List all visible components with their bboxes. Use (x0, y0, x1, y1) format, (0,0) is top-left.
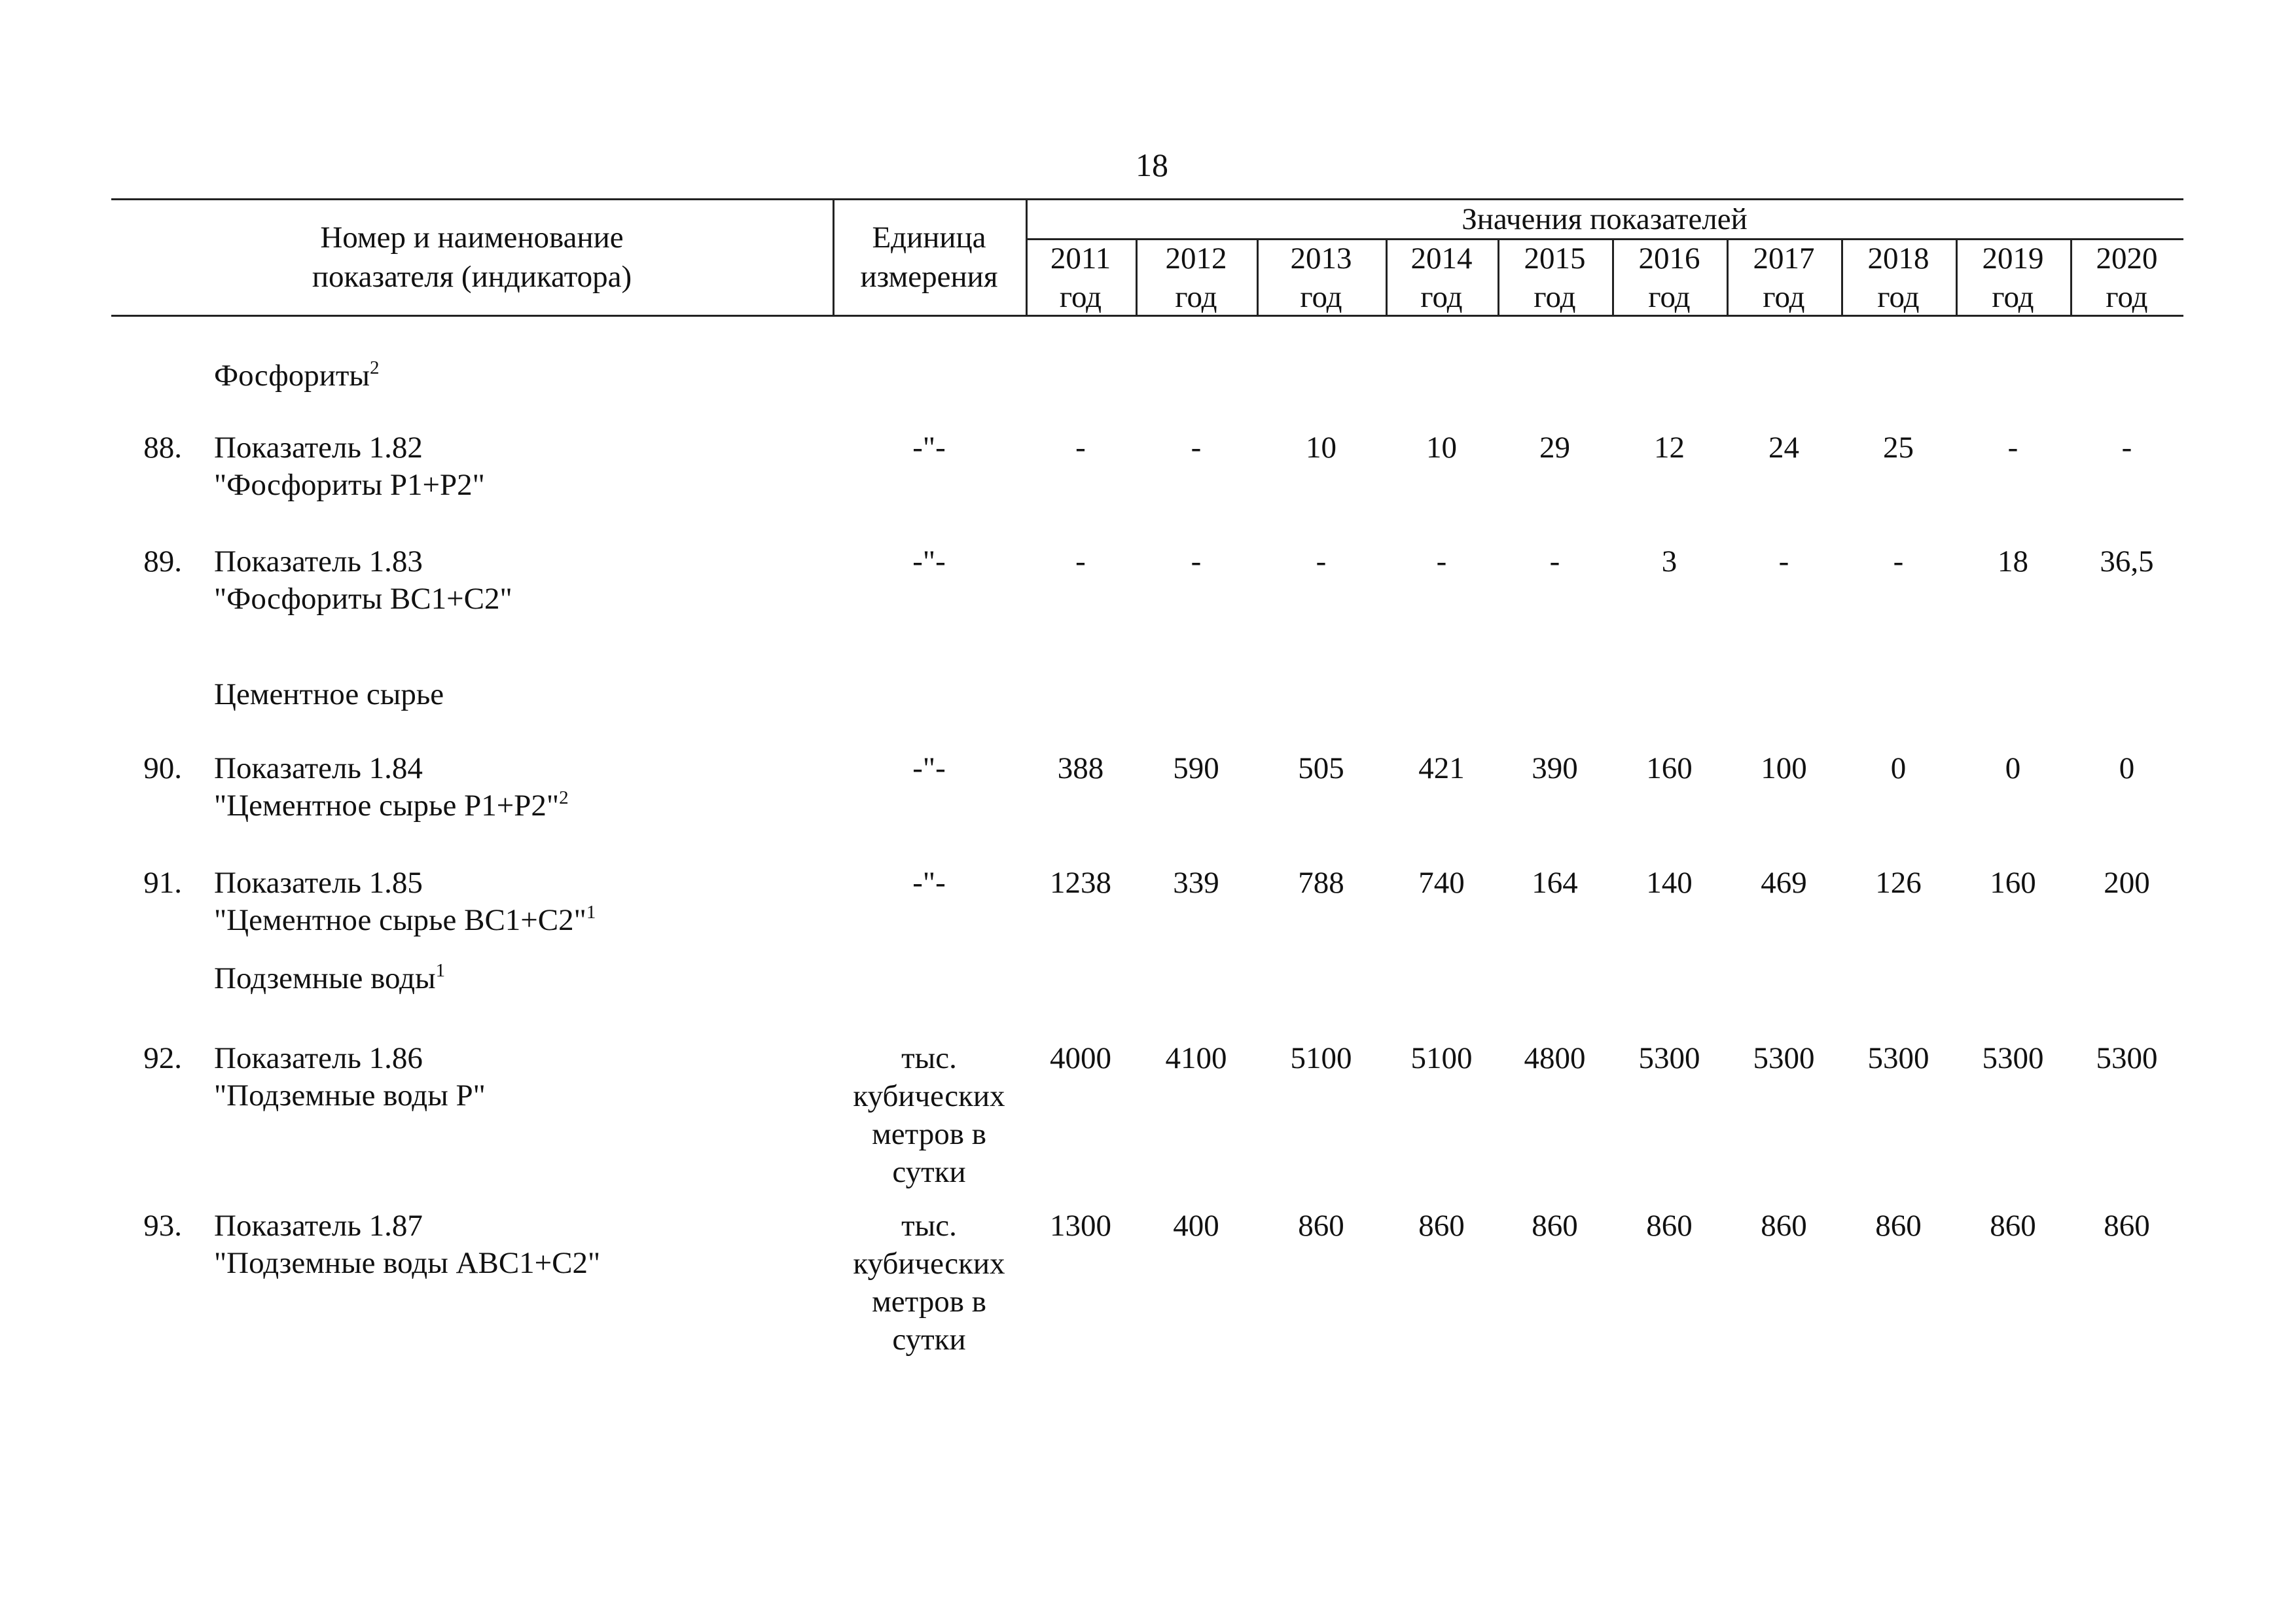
table-cell-value: 18 (1998, 544, 2028, 579)
table-cell-value: 590 (1173, 751, 1219, 785)
table-cell-value: - (1316, 544, 1327, 579)
footnote-marker: 2 (369, 357, 380, 378)
indicator-code: Показатель 1.82 (214, 431, 423, 465)
indicator-code: Показатель 1.87 (214, 1209, 423, 1243)
table-cell-value: 29 (1539, 431, 1570, 465)
year-suffix: год (1992, 280, 2034, 314)
unit-column-header: измерения (860, 260, 998, 294)
indicator-name: "Цементное сырье P1+P2"$^2$ (214, 787, 569, 823)
table-cell-value: 1238 (1050, 866, 1111, 900)
table-cell-value: 3 (1661, 544, 1677, 579)
table-cell-value: - (1075, 544, 1086, 579)
table-cell-value: 860 (1990, 1209, 2036, 1243)
indicator-name: "Фосфориты ВС1+С2" (214, 582, 512, 616)
indicator-name: "Цементное сырье ВС1+С2"$^1$ (214, 902, 596, 937)
table-cell-value: 339 (1173, 866, 1219, 900)
table-cell-value: - (2007, 431, 2018, 465)
table-cell-value: 0 (2119, 751, 2135, 785)
unit-value: -"- (912, 431, 946, 465)
row-number: 90. (143, 751, 182, 785)
table-cell-value: 860 (1418, 1209, 1465, 1243)
year-header: 2013 (1290, 241, 1352, 276)
table-cell-value: 12 (1654, 431, 1685, 465)
year-suffix: год (1420, 280, 1463, 314)
table-cell-value: - (1893, 544, 1904, 579)
indicator-name: "Подземные воды Р" (214, 1079, 486, 1113)
unit-value: -"- (912, 544, 946, 579)
table-cell-value: 5300 (2096, 1041, 2158, 1075)
table-cell-value: 126 (1875, 866, 1922, 900)
table-cell-value: 24 (1768, 431, 1799, 465)
unit-value: тыс. (901, 1041, 957, 1075)
table-cell-value: 788 (1298, 866, 1344, 900)
table-cell-value: 1300 (1050, 1209, 1111, 1243)
page-number: 18 (1136, 147, 1168, 183)
table-cell-value: 164 (1532, 866, 1578, 900)
table-cell-value: 860 (1298, 1209, 1344, 1243)
indicator-code: Показатель 1.85 (214, 866, 423, 900)
unit-value: тыс. (901, 1209, 957, 1243)
unit-value: сутки (892, 1155, 966, 1189)
row-number: 89. (143, 544, 182, 579)
table-cell-value: 390 (1532, 751, 1578, 785)
year-header: 2018 (1867, 241, 1929, 276)
year-suffix: год (1175, 280, 1217, 314)
year-header: 2012 (1165, 241, 1227, 276)
row-number: 88. (143, 431, 182, 465)
section-title: Подземные воды$^1$ (214, 960, 446, 995)
indicator-code: Показатель 1.84 (214, 751, 423, 785)
table-cell-value: 4800 (1524, 1041, 1586, 1075)
year-suffix: год (1763, 280, 1805, 314)
year-header: 2016 (1638, 241, 1700, 276)
table-cell-value: - (1436, 544, 1447, 579)
year-header: 2017 (1753, 241, 1815, 276)
unit-value: кубических (853, 1247, 1005, 1281)
year-suffix: год (1059, 280, 1102, 314)
table-cell-value: 25 (1883, 431, 1914, 465)
table-cell-value: 469 (1761, 866, 1807, 900)
table-cell-value: 860 (1761, 1209, 1807, 1243)
year-suffix: год (1534, 280, 1576, 314)
unit-value: метров в (872, 1117, 986, 1151)
table-cell-value: 160 (1990, 866, 2036, 900)
indicator-name: "Подземные воды АВС1+С2" (214, 1246, 601, 1280)
table-cell-value: - (1075, 431, 1086, 465)
table-cell-value: 860 (2104, 1209, 2150, 1243)
table-cell-value: 5100 (1290, 1041, 1352, 1075)
values-header-title: Значения показателей (1462, 202, 1748, 236)
unit-value: -"- (912, 866, 946, 900)
footnote-marker: 1 (435, 960, 446, 981)
table-cell-value: 5300 (1753, 1041, 1815, 1075)
table-cell-value: 36,5 (2100, 544, 2154, 579)
name-unit-divider (833, 198, 834, 315)
table-cell-value: 160 (1646, 751, 1693, 785)
name-column-header: Номер и наименование (320, 221, 624, 255)
year-header: 2011 (1050, 241, 1111, 276)
table-cell-value: 860 (1532, 1209, 1578, 1243)
table-cell-value: 140 (1646, 866, 1693, 900)
section-title: Фосфориты$^2$ (214, 357, 380, 393)
indicator-code: Показатель 1.86 (214, 1041, 423, 1075)
year-header: 2015 (1524, 241, 1586, 276)
year-header: 2020 (2096, 241, 2158, 276)
table-cell-value: 200 (2104, 866, 2150, 900)
name-column-header: показателя (индикатора) (312, 260, 632, 294)
year-suffix: год (1648, 280, 1691, 314)
table-cell-value: - (1778, 544, 1789, 579)
year-suffix: год (1300, 280, 1342, 314)
section-title: Цементное сырье (214, 677, 444, 711)
indicator-name: "Фосфориты P1+P2" (214, 468, 485, 502)
indicator-code: Показатель 1.83 (214, 544, 423, 579)
table-cell-value: 5100 (1410, 1041, 1473, 1075)
row-number: 92. (143, 1041, 182, 1075)
table-cell-value: 4000 (1050, 1041, 1111, 1075)
table-cell-value: 400 (1173, 1209, 1219, 1243)
footnote-marker: 1 (586, 902, 596, 923)
year-header: 2014 (1410, 241, 1473, 276)
table-cell-value: - (1191, 431, 1202, 465)
unit-value: метров в (872, 1285, 986, 1319)
table-cell-value: 860 (1646, 1209, 1693, 1243)
table-cell-value: 0 (1890, 751, 1907, 785)
table-cell-value: 388 (1057, 751, 1104, 785)
table-cell-value: 421 (1418, 751, 1465, 785)
row-number: 91. (143, 866, 182, 900)
table-cell-value: 860 (1875, 1209, 1922, 1243)
table-cell-value: 10 (1306, 431, 1336, 465)
table-cell-value: 5300 (1638, 1041, 1700, 1075)
table-cell-value: 10 (1426, 431, 1457, 465)
unit-column-header: Единица (872, 221, 986, 255)
table-cell-value: 5300 (1867, 1041, 1929, 1075)
table-cell-value: 5300 (1982, 1041, 2044, 1075)
unit-value: кубических (853, 1079, 1005, 1113)
year-suffix: год (1877, 280, 1920, 314)
table-cell-value: 505 (1298, 751, 1344, 785)
table-cell-value: 0 (2005, 751, 2021, 785)
table-cell-value: 100 (1761, 751, 1807, 785)
table-cell-value: 740 (1418, 866, 1465, 900)
year-header: 2019 (1982, 241, 2044, 276)
row-number: 93. (143, 1209, 182, 1243)
unit-value: сутки (892, 1323, 966, 1357)
year-suffix: год (2106, 280, 2148, 314)
table-cell-value: 4100 (1165, 1041, 1227, 1075)
table-cell-value: - (2121, 431, 2132, 465)
table-cell-value: - (1549, 544, 1560, 579)
table-cell-value: - (1191, 544, 1202, 579)
footnote-marker: 2 (559, 787, 569, 808)
unit-value: -"- (912, 751, 946, 785)
